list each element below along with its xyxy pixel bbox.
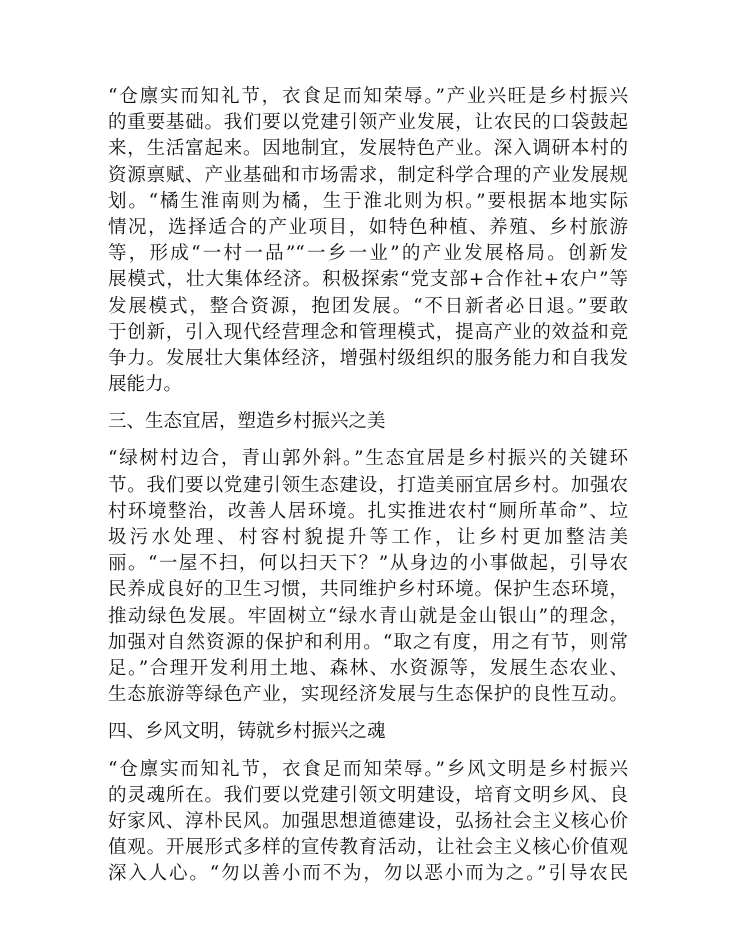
text-line: 丽。“一屋不扫，何以扫天下？”从身边的小事做起，引导农 bbox=[108, 553, 628, 575]
text-line: 划。“橘生淮南则为橘，生于淮北则为枳。”要根据本地实际 bbox=[108, 190, 628, 212]
text-line: 来，生活富起来。因地制宜，发展特色产业。深入调研本村的 bbox=[108, 138, 628, 160]
paragraph-industry bbox=[108, 84, 628, 398]
text-line: 推动绿色发展。牢固树立“绿水青山就是金山银山”的理念， bbox=[108, 605, 628, 627]
text-line: 好家风、淳朴民风。加强思想道德建设，弘扬社会主义核心价 bbox=[108, 810, 628, 832]
text-line: 的重要基础。我们要以党建引领产业发展，让农民的口袋鼓起 bbox=[108, 112, 628, 134]
text-line: 等，形成“一村一品”“一乡一业”的产业发展格局。创新发 bbox=[108, 243, 628, 265]
text-line: 节。我们要以党建引领生态建设，打造美丽宜居乡村。加强农 bbox=[108, 474, 628, 496]
document-page bbox=[108, 84, 628, 898]
text-line: 民养成良好的卫生习惯，共同维护乡村环境。保护生态环境， bbox=[108, 579, 628, 601]
text-line: “仓廪实而知礼节，衣食足而知荣辱。”产业兴旺是乡村振兴 bbox=[108, 86, 628, 107]
text-line: “绿树村边合，青山郭外斜。”生态宜居是乡村振兴的关键环 bbox=[108, 448, 628, 470]
text-line: 发展模式，整合资源，抱团发展。“不日新者必日退。”要敢 bbox=[108, 295, 628, 317]
text-line: 圾污水处理、村容村貌提升等工作，让乡村更加整洁美 bbox=[108, 527, 628, 548]
text-line: 展能力。 bbox=[108, 374, 183, 396]
heading-text: 三、生态宜居，塑造乡村振兴之美 bbox=[108, 411, 386, 433]
heading-text: 四、乡风文明，铸就乡村振兴之魂 bbox=[108, 721, 386, 743]
text-line: 值观。开展形式多样的宣传教育活动，让社会主义核心价值观 bbox=[108, 837, 628, 859]
text-line: 村环境整治，改善人居环境。扎实推进农村“厕所革命”、垃 bbox=[108, 500, 628, 522]
section-heading-ecology bbox=[108, 409, 628, 435]
text-line: 资源禀赋、产业基础和市场需求，制定科学合理的产业发展规 bbox=[108, 164, 628, 186]
paragraph-ecology bbox=[108, 446, 628, 708]
paragraph-culture bbox=[108, 757, 628, 888]
section-heading-culture bbox=[108, 719, 628, 745]
text-line: 的灵魂所在。我们要以党建引领文明建设，培育文明乡风、良 bbox=[108, 784, 628, 806]
text-line: 深入人心。“勿以善小而不为，勿以恶小而为之。”引导农民 bbox=[108, 863, 628, 885]
text-line: 情况，选择适合的产业项目，如特色种植、养殖、乡村旅游 bbox=[108, 216, 628, 238]
text-line: 展模式，壮大集体经济。积极探索“党支部+合作社+农户”等 bbox=[108, 269, 628, 291]
text-line: 足。”合理开发利用土地、森林、水资源等，发展生态农业、 bbox=[108, 657, 628, 679]
text-line: 加强对自然资源的保护和利用。“取之有度，用之有节，则常 bbox=[108, 631, 628, 653]
text-line: “仓廪实而知礼节，衣食足而知荣辱。”乡风文明是乡村振兴 bbox=[108, 758, 628, 780]
text-line: 生态旅游等绿色产业，实现经济发展与生态保护的良性互动。 bbox=[108, 684, 628, 706]
text-line: 争力。发展壮大集体经济，增强村级组织的服务能力和自我发 bbox=[108, 347, 628, 369]
text-line: 于创新，引入现代经营理念和管理模式，提高产业的效益和竞 bbox=[108, 321, 628, 343]
